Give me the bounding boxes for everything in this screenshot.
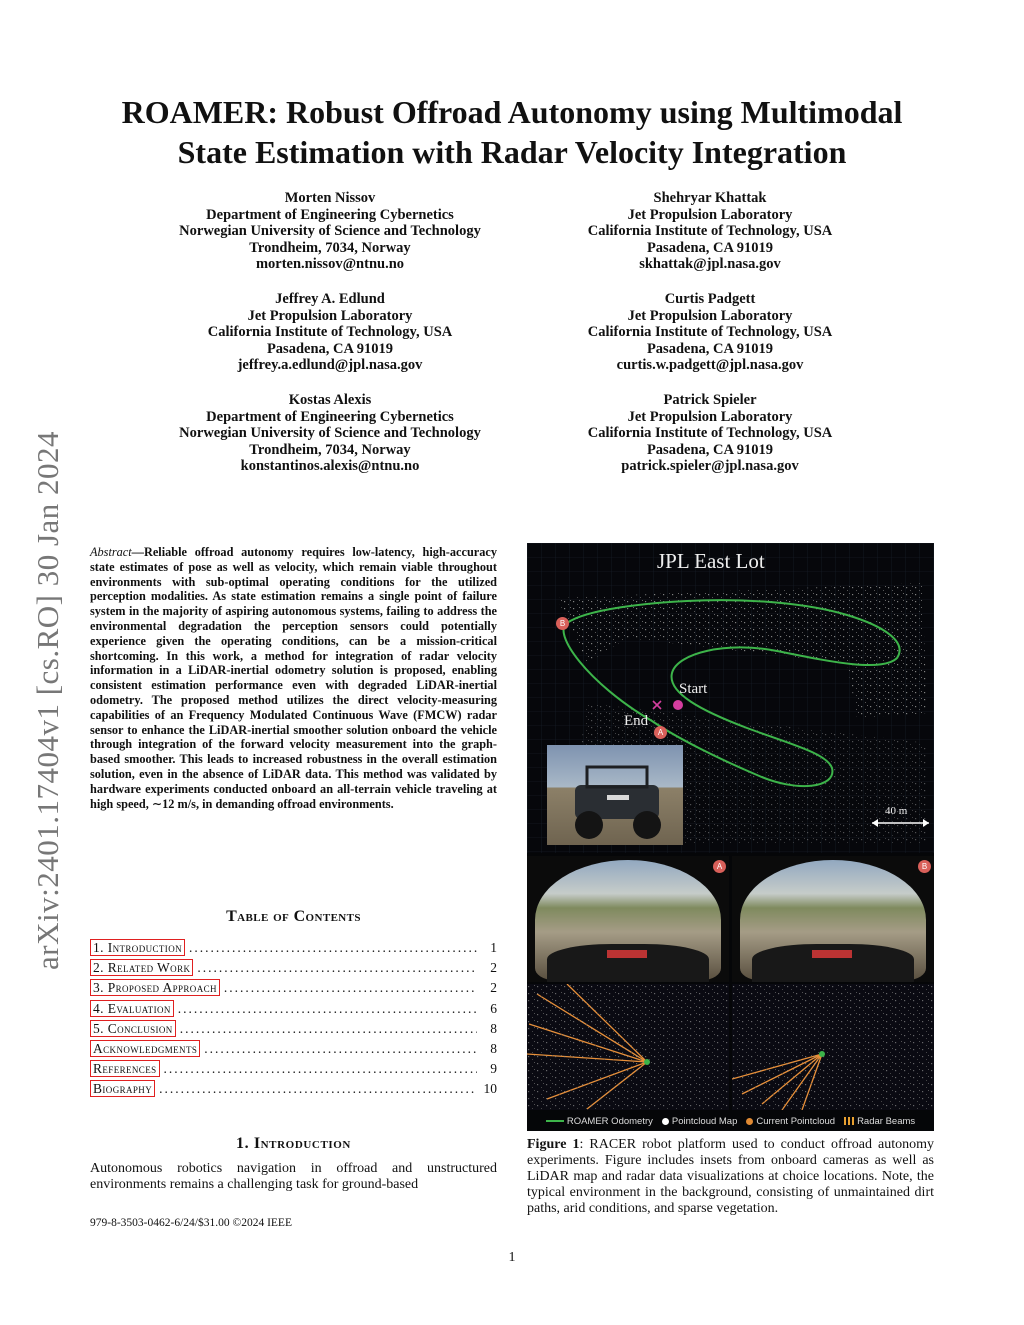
toc-leader [197, 960, 477, 976]
caption-label: Figure 1 [527, 1137, 580, 1152]
copyright-footnote: 979-8-3503-0462-6/24/$31.00 ©2024 IEEE [90, 1217, 292, 1229]
toc-leader [224, 980, 477, 996]
author-card [140, 291, 520, 374]
author-name: Kostas Alexis [288, 391, 372, 408]
toc-title: Table of Contents [226, 908, 361, 925]
toc-page: 9 [490, 1061, 497, 1077]
toc-leader [164, 1061, 477, 1077]
caption-text: : RACER robot platform used to conduct offroad autonomy experiments. Figure includes insets from onboard cameras as well as LiDAR map and radar data visualizations at choice locations. Note, the typical environment in the background, consisting of unmaintained dirt paths, arid conditions, and sparse vegetation. [527, 1137, 934, 1216]
author-name: Curtis Padgett [664, 290, 756, 307]
toc-page: 8 [490, 1040, 497, 1056]
section-heading-introduction: 1. Introduction [236, 1135, 351, 1152]
pointcloud-map-dot-icon [662, 1118, 669, 1125]
toc-leader [159, 1081, 477, 1097]
author-dept: Jet Propulsion Laboratory [627, 408, 793, 425]
pointcloud-view-a [527, 984, 729, 1110]
radar-beams-icon [844, 1117, 854, 1125]
author-location: Trondheim, 7034, Norway [249, 239, 411, 256]
author-name: Jeffrey A. Edlund [275, 290, 385, 307]
toc-link-proposed-approach[interactable]: 3. Proposed Approach [90, 979, 220, 996]
author-dept: Department of Engineering Cybernetics [206, 206, 454, 223]
author-name: Patrick Spieler [663, 391, 757, 408]
toc-leader [204, 1041, 477, 1057]
pointcloud-points [527, 984, 729, 1110]
author-location: Pasadena, CA 91019 [646, 239, 774, 256]
author-name: Shehryar Khattak [653, 190, 767, 206]
current-pointcloud-dot-icon [746, 1118, 753, 1125]
toc-link-acknowledgments[interactable]: Acknowledgments [90, 1040, 200, 1057]
toc-entry [90, 1040, 497, 1060]
author-dept: Jet Propulsion Laboratory [627, 206, 793, 223]
toc-page: 1 [490, 940, 497, 955]
figure-legend [527, 1111, 934, 1131]
scale-label: 40 m [885, 805, 908, 817]
toc-page: 8 [490, 1020, 497, 1036]
author-email[interactable]: patrick.spieler@jpl.nasa.gov [621, 458, 799, 475]
author-card [520, 190, 900, 273]
author-org: California Institute of Technology, USA [587, 223, 833, 240]
author-email[interactable]: jeffrey.a.edlund@jpl.nasa.gov [237, 357, 423, 374]
author-org: California Institute of Technology, USA [587, 425, 833, 442]
vehicle-position-icon [819, 1051, 825, 1057]
location-a-badge: A [654, 726, 667, 739]
author-email[interactable]: konstantinos.alexis@ntnu.no [240, 458, 420, 475]
toc-entry [90, 1020, 497, 1040]
figure-1 [527, 543, 934, 1131]
pointcloud-view-b [732, 984, 934, 1110]
toc-entry [90, 979, 497, 999]
author-org: Norwegian University of Science and Technology [179, 425, 481, 442]
toc-entry [90, 939, 497, 959]
author-card [140, 190, 520, 273]
camera-b-badge: B [918, 860, 931, 873]
toc-entry [90, 959, 497, 979]
toc-link-evaluation[interactable]: 4. Evaluation [90, 1000, 174, 1017]
atv-vehicle-icon [547, 745, 683, 845]
author-email[interactable]: morten.nissov@ntnu.no [255, 256, 405, 273]
map-title: JPL East Lot [657, 549, 765, 573]
toc-leader [180, 1021, 477, 1037]
paper-title [60, 92, 964, 172]
camera-view-a [527, 856, 729, 982]
legend-item [662, 1116, 737, 1127]
author-dept: Jet Propulsion Laboratory [247, 307, 413, 324]
toc-link-biography[interactable]: Biography [90, 1080, 155, 1097]
legend-label: Pointcloud Map [671, 1115, 738, 1127]
author-card [520, 392, 900, 475]
author-org: California Institute of Technology, USA [587, 324, 833, 341]
vehicle-photo [547, 745, 683, 845]
start-marker-icon [673, 700, 683, 710]
toc-entry [90, 1060, 497, 1080]
author-dept: Department of Engineering Cybernetics [206, 408, 454, 425]
author-card [520, 291, 900, 374]
author-location: Pasadena, CA 91019 [646, 441, 774, 458]
legend-label: ROAMER Odometry [566, 1115, 653, 1127]
title-line-2: State Estimation with Radar Velocity Integration [177, 134, 847, 170]
table-of-contents [90, 939, 497, 1101]
pointcloud-points [732, 984, 934, 1110]
author-org: California Institute of Technology, USA [207, 324, 453, 341]
author-org: Norwegian University of Science and Technology [179, 223, 481, 240]
legend-item [746, 1116, 835, 1127]
author-block [140, 190, 900, 493]
legend-label: Current Pointcloud [756, 1115, 836, 1127]
toc-page: 6 [490, 1000, 497, 1016]
toc-link-conclusion[interactable]: 5. Conclusion [90, 1020, 176, 1037]
abstract-label: Abstract [90, 545, 132, 559]
intro-paragraph: Autonomous robotics navigation in offroad and unstructured environments remains a challenging task for ground-based [90, 1161, 497, 1192]
author-card [140, 392, 520, 475]
legend-label: Radar Beams [857, 1115, 916, 1127]
vehicle-dashboard [752, 944, 914, 982]
author-email[interactable]: skhattak@jpl.nasa.gov [639, 256, 781, 273]
toc-page: 2 [490, 980, 497, 996]
toc-entry [90, 1080, 497, 1100]
author-row [140, 291, 900, 374]
camera-a-badge: A [713, 860, 726, 873]
toc-entry [90, 1000, 497, 1020]
toc-link-references[interactable]: References [90, 1060, 160, 1077]
author-location: Pasadena, CA 91019 [646, 340, 774, 357]
author-row [140, 190, 900, 273]
author-location: Trondheim, 7034, Norway [249, 441, 411, 458]
start-label: Start [679, 681, 708, 697]
vehicle-dashboard [547, 944, 709, 982]
toc-leader [189, 940, 477, 956]
author-row [140, 392, 900, 475]
odometry-line-icon [546, 1120, 564, 1122]
toc-page: 2 [490, 960, 497, 976]
toc-link-introduction[interactable]: 1. Introduction [90, 939, 185, 956]
author-name: Morten Nissov [284, 190, 376, 206]
legend-item [844, 1116, 915, 1127]
legend-item [546, 1116, 653, 1127]
arxiv-stamp: arXiv:2401.17404v1 [cs.RO] 30 Jan 2024 [30, 430, 65, 970]
title-line-1: ROAMER: Robust Offroad Autonomy using Multimodal [121, 94, 903, 130]
toc-leader [178, 1001, 477, 1017]
author-location: Pasadena, CA 91019 [266, 340, 394, 357]
abstract-text: —Reliable offroad autonomy requires low-latency, high-accuracy state estimates of pose as well as velocity, which remain viable throughout environments with sub-optimal operating conditions for the utilized perception modalities. As state estimation remains a single point of failure system in the majority of aspiring autonomous systems, failing to address the environmental degradation the perception sensors could potentially experience given the operating conditions, can be a mission-critical shortcoming. In this work, a method for integration of radar velocity information in a LiDAR-inertial odometry solution is proposed, enabling consistent estimation performance even with degraded LiDAR-inertial odometry. The proposed method utilizes the direct velocity-measuring capabilities of an Frequency Modulated Continuous Wave (FMCW) radar sensor to enhance the LiDAR-inertial smoother solution onboard the vehicle through integration of the forward velocity measurement into the graph-based smoother. This leads to increased robustness in the overall estimation solution, even in the absence of LiDAR data. This method was validated by hardware experiments conducted onboard an all-terrain vehicle traveling at high speed, ∼12 m/s, in demanding offroad environments. [90, 545, 497, 811]
location-b-badge: B [556, 617, 569, 630]
abstract [90, 545, 497, 811]
figure-caption [527, 1137, 934, 1217]
toc-page: 10 [483, 1081, 497, 1097]
page-number: 1 [508, 1250, 516, 1265]
end-label: End [624, 713, 649, 729]
vehicle-position-icon [644, 1059, 650, 1065]
camera-view-b [732, 856, 934, 982]
author-email[interactable]: curtis.w.padgett@jpl.nasa.gov [616, 357, 804, 374]
author-dept: Jet Propulsion Laboratory [627, 307, 793, 324]
toc-link-related-work[interactable]: 2. Related Work [90, 959, 193, 976]
